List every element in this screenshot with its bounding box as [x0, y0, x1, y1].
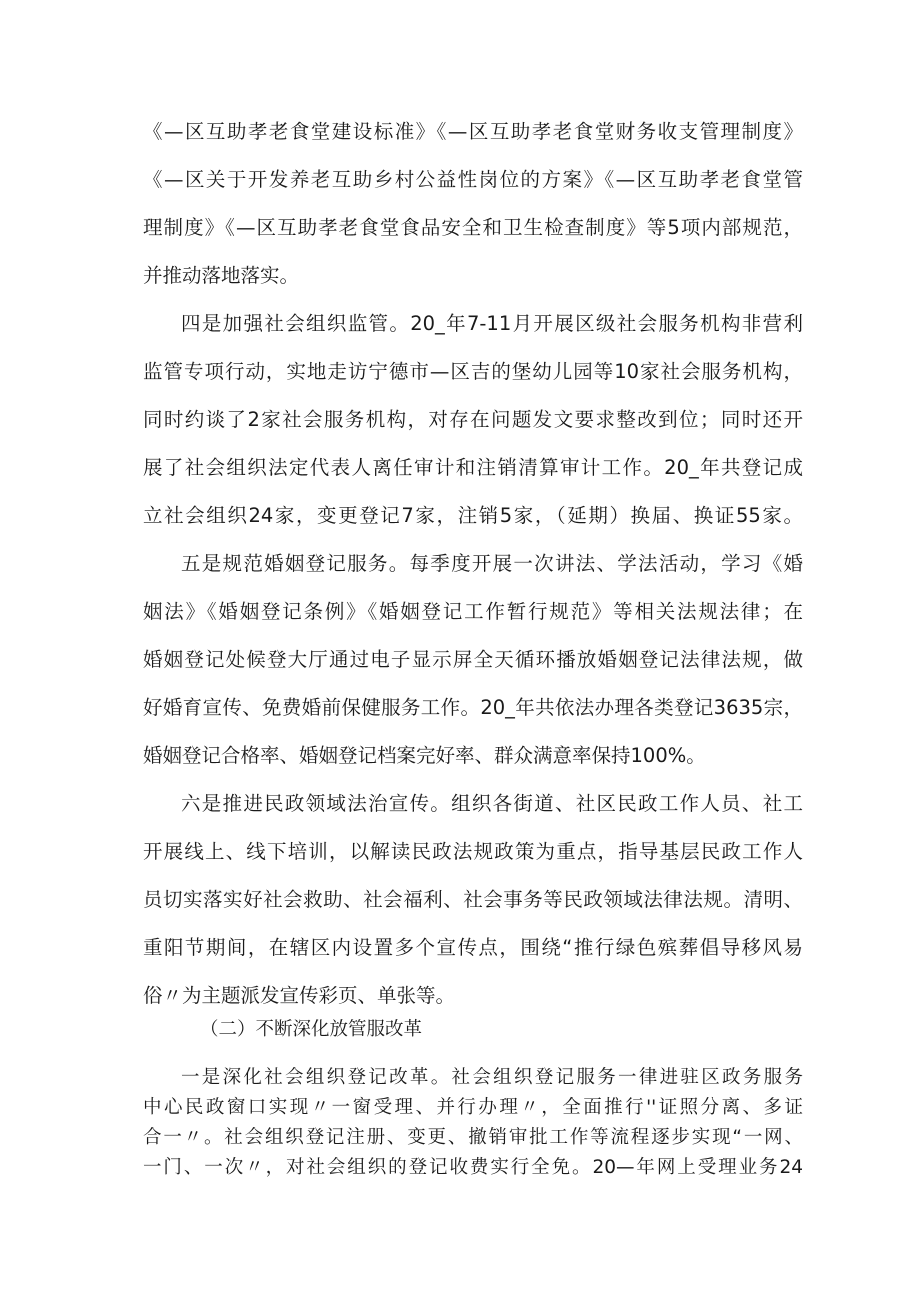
paragraph-start-line: 四是加强社会组织监管。20_年7-11月开展区级社会服务机构非营利: [181, 312, 803, 335]
text-line: 展了社会组织法定代表人离任审计和注销清算审计工作。20_年共登记成: [143, 456, 803, 479]
text-line: 姻法》《婚姻登记条例》《婚姻登记工作暂行规范》等相关法规法律；在: [143, 600, 803, 623]
text-line: 并推动落地落实。: [143, 264, 300, 287]
text-line: 开展线上、线下培训，以解读民政法规政策为重点，指导基层民政工作人: [143, 840, 803, 863]
paragraph-start-line: 六是推进民政领域法治宣传。组织各街道、社区民政工作人员、社工: [181, 792, 803, 815]
paragraph-start-line: 五是规范婚姻登记服务。每季度开展一次讲法、学法活动，学习《婚: [181, 552, 803, 575]
text-line: 监管专项行动，实地走访宁德市—区吉的堡幼儿园等10家社会服务机构，: [143, 360, 803, 383]
text-line: 员切实落实好社会救助、社会福利、社会事务等民政领域法律法规。清明、: [143, 888, 803, 911]
text-line: 婚姻登记处候登大厅通过电子显示屏全天循环播放婚姻登记法律法规，做: [143, 648, 803, 671]
text-line: 中心民政窗口实现〃一窗受理、并行办理〃，全面推行''证照分离、多证: [143, 1097, 803, 1118]
text-line: 同时约谈了2家社会服务机构，对存在问题发文要求整改到位；同时还开: [143, 408, 803, 431]
section-heading: （二）不断深化放管服改革: [200, 1019, 423, 1040]
text-line: 重阳节期间，在辖区内设置多个宣传点，围绕“推行绿色殡葬倡导移风易: [143, 936, 803, 959]
text-line: 一门、一次〃，对社会组织的登记收费实行全免。20—年网上受理业务24: [143, 1157, 803, 1178]
text-line: 《—区关于开发养老互助乡村公益性岗位的方案》《—区互助孝老食堂管: [143, 168, 803, 191]
text-line: 《—区互助孝老食堂建设标准》《—区互助孝老食堂财务收支管理制度》: [143, 120, 803, 143]
text-line: 理制度》《—区互助孝老食堂食品安全和卫生检查制度》等5项内部规范，: [143, 216, 803, 239]
text-line: 立社会组织24家，变更登记7家，注销5家，（延期）换届、换证55家。: [143, 504, 803, 527]
text-line: 俗〃为主题派发宣传彩页、单张等。: [143, 984, 456, 1007]
text-line: 好婚育宣传、免费婚前保健服务工作。20_年共依法办理各类登记3635宗，: [143, 696, 803, 719]
paragraph-start-line: 一是深化社会组织登记改革。社会组织登记服务一律进驻区政务服务: [181, 1067, 803, 1088]
text-line: 合一〃。社会组织登记注册、变更、撤销审批工作等流程逐步实现“一网、: [143, 1127, 803, 1148]
text-line: 婚姻登记合格率、婚姻登记档案完好率、群众满意率保持100%。: [143, 744, 706, 767]
